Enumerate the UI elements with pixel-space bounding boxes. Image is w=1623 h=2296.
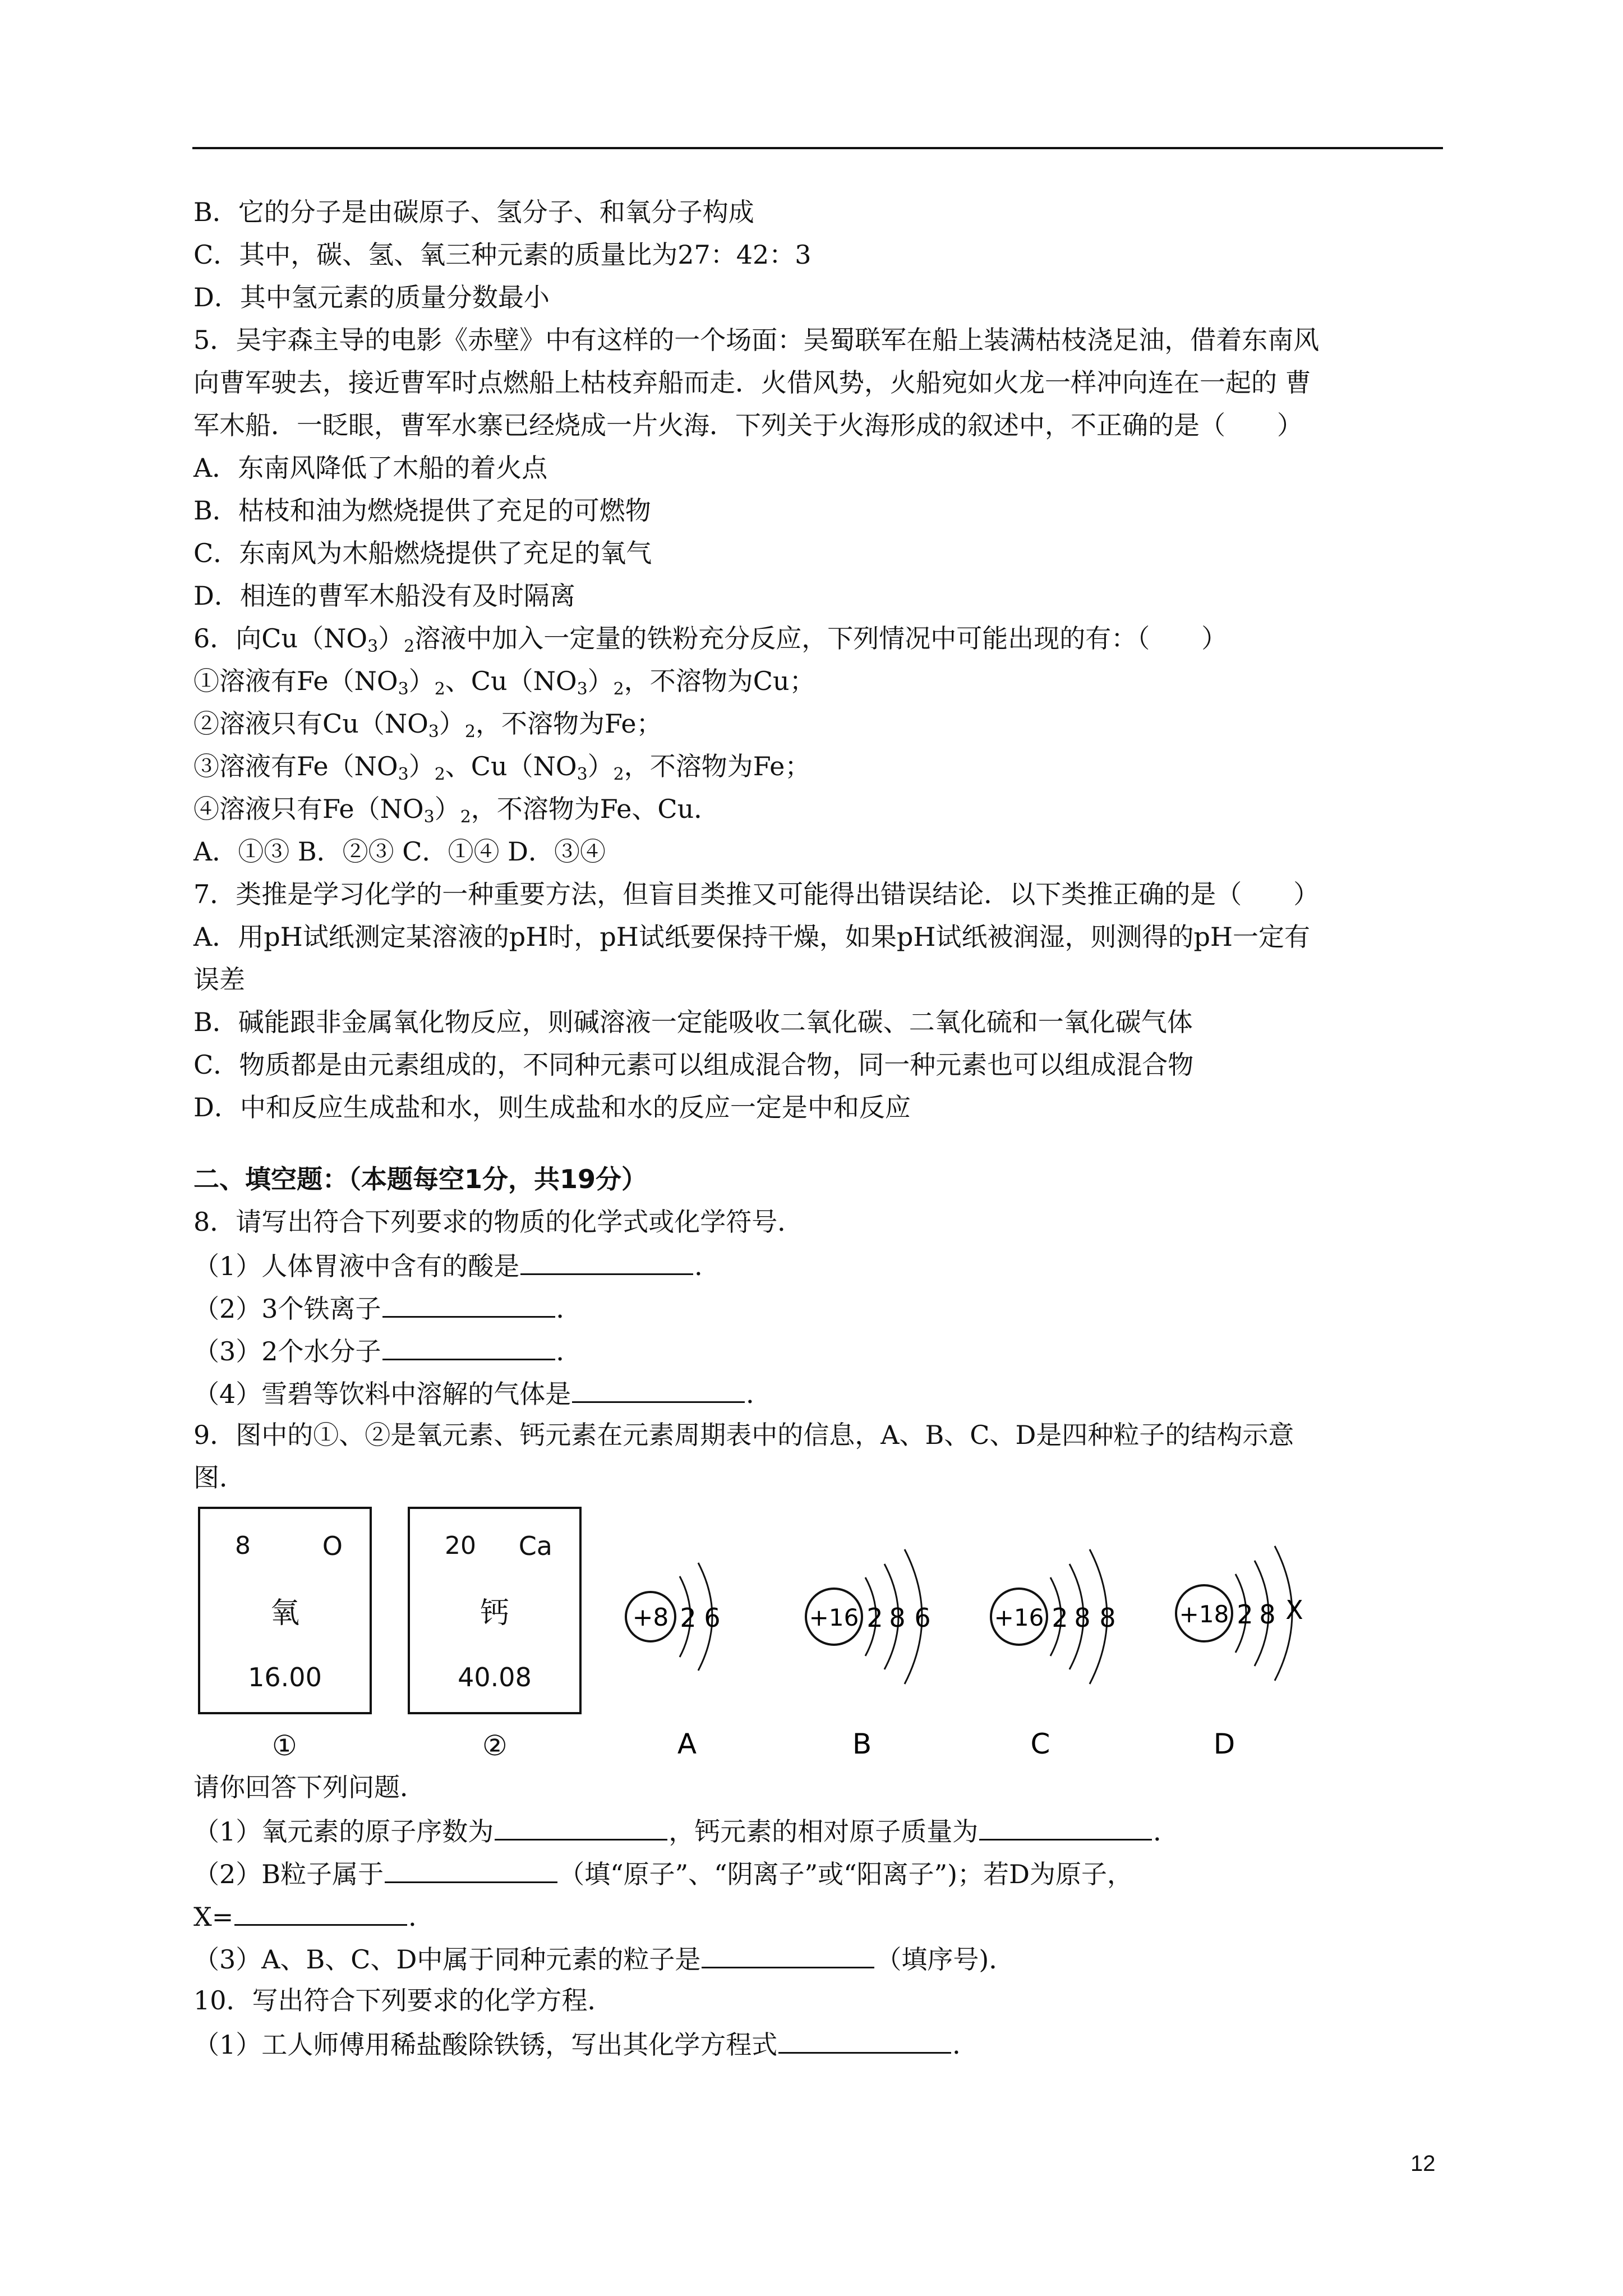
answer-blank[interactable] bbox=[382, 1328, 555, 1360]
nucleus-charge: +16 bbox=[809, 1604, 859, 1631]
answer-blank[interactable] bbox=[778, 2022, 951, 2054]
q6-case-1: ①溶液有$Fe(NO_3)_2$、$Cu(NO_3)_2$，不溶物为Cu； bbox=[193, 666, 815, 699]
element-symbol: O bbox=[322, 1531, 343, 1561]
q5-stem-line-1: 5．吴宇森主导的电影《赤壁》中有这样的一个场面：吴蜀联军在船上装满枯枝浇足油，借着东南风 bbox=[193, 325, 1320, 355]
element-symbol: Ca bbox=[518, 1531, 552, 1561]
atomic-mass: 40.08 bbox=[458, 1662, 532, 1692]
answer-blank[interactable] bbox=[382, 1286, 555, 1318]
answer-blank[interactable] bbox=[520, 1243, 693, 1275]
q5-option-a: A．东南风降低了木船的着火点 bbox=[193, 453, 548, 483]
q10-stem: 10．写出符合下列要求的化学方程． bbox=[193, 1985, 614, 2016]
answer-blank[interactable] bbox=[495, 1809, 667, 1841]
shell-electrons: 8 bbox=[1074, 1603, 1091, 1633]
q5-option-b: B．枯枝和油为燃烧提供了充足的可燃物 bbox=[193, 495, 651, 526]
particle-caption: A bbox=[677, 1728, 697, 1760]
particle-a bbox=[626, 1563, 721, 1760]
answer-blank[interactable] bbox=[385, 1851, 557, 1883]
q5-option-d: D．相连的曹军木船没有及时隔离 bbox=[193, 581, 575, 611]
q7-option-b: B．碱能跟非金属氧化物反应，则碱溶液一定能吸收二氧化碳、二氧化硫和一氧化碳气体 bbox=[193, 1007, 1193, 1037]
q9-stem-line-1: 9．图中的①、②是氧元素、钙元素在元素周期表中的信息，A、B、C、D是四种粒子的结构示意 bbox=[193, 1420, 1294, 1450]
shell-electrons: 8 bbox=[889, 1603, 906, 1633]
answer-blank[interactable] bbox=[702, 1936, 874, 1968]
q10-part-1: （1）工人师傅用稀盐酸除铁锈，写出其化学方程式 ． bbox=[193, 2022, 1444, 2064]
shell-electrons: X bbox=[1285, 1595, 1303, 1625]
q5-option-c: C．东南风为木船燃烧提供了充足的氧气 bbox=[193, 538, 652, 568]
shell-electrons: 6 bbox=[704, 1603, 721, 1633]
q7-option-a-line-2: 误差 bbox=[193, 964, 245, 995]
exam-content bbox=[193, 191, 1444, 2064]
answer-blank[interactable] bbox=[572, 1371, 745, 1403]
shell-electrons: 2 bbox=[1237, 1599, 1253, 1630]
section-2-title: 二、填空题：（本题每空1分，共19分） bbox=[193, 1164, 648, 1194]
q8-part-4: （4）雪碧等饮料中溶解的气体是 ． bbox=[193, 1371, 1444, 1414]
particle-caption: C bbox=[1030, 1728, 1050, 1760]
q9-part-1: （1）氧元素的原子序数为 ，钙元素的相对原子质量为 ． bbox=[193, 1809, 1444, 1851]
caption-cell-1: ① bbox=[272, 1729, 297, 1762]
q9-part-2-cont: X= ． bbox=[193, 1894, 1444, 1936]
particle-caption: B bbox=[852, 1728, 872, 1760]
q8-part-2: （2）3个铁离子 ． bbox=[193, 1286, 1444, 1328]
shell-electrons: 8 bbox=[1099, 1603, 1116, 1633]
q8-stem: 8．请写出符合下列要求的物质的化学式或化学符号． bbox=[193, 1207, 804, 1237]
particle-c bbox=[991, 1549, 1116, 1760]
answer-blank[interactable] bbox=[979, 1809, 1152, 1841]
q4-option-d: D．其中氢元素的质量分数最小 bbox=[193, 282, 550, 312]
q5-stem-line-2: 向曹军驶去，接近曹军时点燃船上枯枝弃船而走．火借风势，火船宛如火龙一样冲向连在一起的 曹 bbox=[193, 367, 1311, 398]
q6-stem: 6．向$Cu(NO_3)_2$溶液中加入一定量的铁粉充分反应，下列情况中可能出现的有：（ ） bbox=[193, 623, 1228, 656]
shell-electrons: 2 bbox=[680, 1603, 697, 1633]
q7-option-d: D．中和反应生成盐和水，则生成盐和水的反应一定是中和反应 bbox=[193, 1092, 911, 1122]
q9-part-3: （3）A、B、C、D中属于同种元素的粒子是 （填序号)． bbox=[193, 1936, 1444, 1979]
answer-blank[interactable] bbox=[234, 1894, 407, 1926]
q9-stem-line-2: 图． bbox=[193, 1462, 245, 1493]
header-rule bbox=[192, 147, 1443, 149]
nucleus-charge: +16 bbox=[994, 1604, 1044, 1631]
element-name: 氧 bbox=[270, 1596, 299, 1630]
q8-part-1: （1）人体胃液中含有的酸是 ． bbox=[193, 1243, 1444, 1286]
nucleus-charge: +18 bbox=[1179, 1600, 1229, 1628]
shell-electrons: 2 bbox=[1052, 1603, 1068, 1633]
shell-electrons: 2 bbox=[866, 1603, 883, 1633]
particle-caption: D bbox=[1213, 1728, 1235, 1760]
q6-options: A．①③ B．②③ C．①④ D．③④ bbox=[193, 836, 606, 867]
particle-d bbox=[1176, 1546, 1303, 1760]
q7-option-a-line-1: A．用pH试纸测定某溶液的pH时，pH试纸要保持干燥，如果pH试纸被润湿，则测得的pH一定有 bbox=[193, 922, 1311, 952]
caption-cell-2: ② bbox=[482, 1729, 508, 1762]
atomic-number: 20 bbox=[445, 1531, 476, 1560]
atomic-mass: 16.00 bbox=[248, 1662, 322, 1692]
shell-electrons: 8 bbox=[1259, 1599, 1276, 1630]
q4-option-b: B．它的分子是由碳原子、氢分子、和氧分子构成 bbox=[193, 197, 754, 227]
q9-ask: 请你回答下列问题． bbox=[193, 1772, 426, 1802]
q7-option-c: C．物质都是由元素组成的，不同种元素可以组成混合物，同一种元素也可以组成混合物 bbox=[193, 1050, 1194, 1080]
nucleus-charge: +8 bbox=[632, 1603, 669, 1632]
shell-electrons: 6 bbox=[914, 1603, 931, 1633]
q9-figure bbox=[193, 1507, 1444, 1760]
q6-case-2: ②溶液只有$Cu(NO_3)_2$，不溶物为Fe； bbox=[193, 708, 662, 742]
q6-case-4: ④溶液只有$Fe(NO_3)_2$，不溶物为Fe、Cu． bbox=[193, 794, 720, 827]
q8-part-3: （3）2个水分子 ． bbox=[193, 1328, 1444, 1371]
element-name: 钙 bbox=[479, 1596, 509, 1630]
atomic-number: 8 bbox=[235, 1531, 251, 1560]
page-number: 12 bbox=[1410, 2151, 1436, 2176]
particle-diagrams bbox=[193, 1507, 1444, 1760]
q4-option-c: C．其中，碳、氢、氧三种元素的质量比为27：42：3 bbox=[193, 240, 811, 270]
q7-stem: 7．类推是学习化学的一种重要方法，但盲目类推又可能得出错误结论．以下类推正确的是（ ） bbox=[193, 879, 1320, 909]
particle-b bbox=[806, 1549, 931, 1760]
q9-part-2: （2）B粒子属于 （填“原子”、“阴离子”或“阳离子”)；若D为原子， bbox=[193, 1851, 1444, 1894]
q6-case-3: ③溶液有$Fe(NO_3)_2$、$Cu(NO_3)_2$，不溶物为Fe； bbox=[193, 751, 811, 784]
q5-stem-line-3: 军木船．一眨眼，曹军水寨已经烧成一片火海．下列关于火海形成的叙述中，不正确的是（ ） bbox=[193, 410, 1303, 440]
